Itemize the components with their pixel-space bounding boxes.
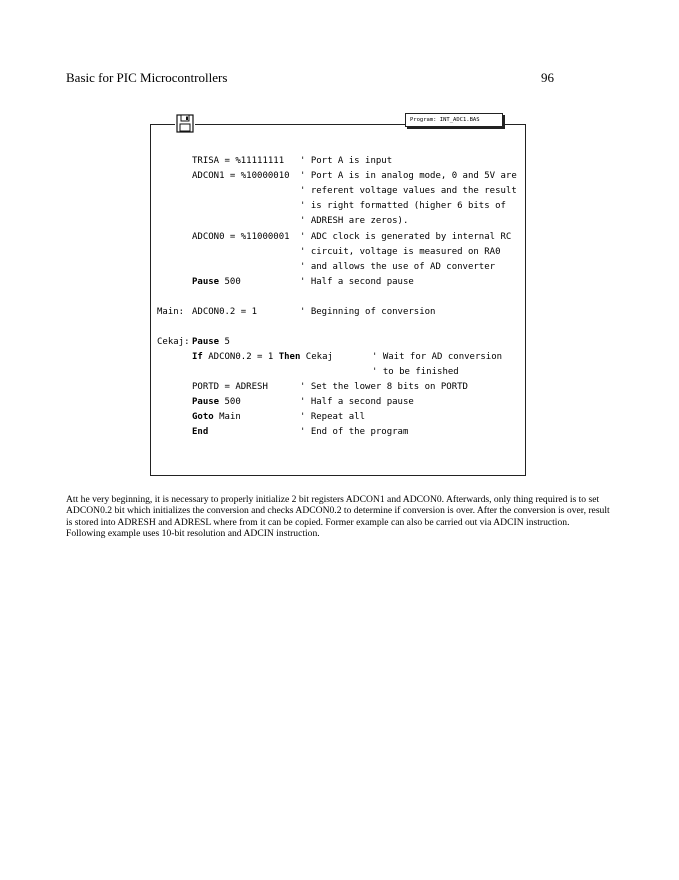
- code-comment: ' Half a second pause: [300, 397, 414, 407]
- code-comment: ' and allows the use of AD converter: [300, 262, 496, 272]
- code-argument: Cekaj: [300, 352, 333, 362]
- code-comment: ' Beginning of conversion: [300, 307, 436, 317]
- code-statement: ADCON0.2 = 1: [192, 307, 258, 317]
- code-argument: Main: [213, 412, 241, 422]
- code-argument: 500: [219, 397, 241, 407]
- page-number: 96: [541, 70, 554, 85]
- code-keyword: Pause: [192, 397, 220, 407]
- code-comment: ' circuit, voltage is measured on RA0: [300, 247, 501, 257]
- code-comment: ' Repeat all: [300, 412, 366, 422]
- running-title: Basic for PIC Microcontrollers: [66, 70, 228, 85]
- code-comment: ' End of the program: [300, 427, 409, 437]
- code-keyword: Pause: [192, 337, 220, 347]
- program-filename-tab: Program: INT_ADC1.BAS: [405, 113, 503, 127]
- code-comment: ' to be finished: [372, 367, 459, 377]
- code-label: Main:: [157, 307, 185, 317]
- code-comment: ' is right formatted (higher 6 bits of: [300, 201, 506, 211]
- code-statement: ADCON1 = %10000010: [192, 171, 290, 181]
- body-paragraph: Att he very beginning, it is necessary to properly initialize 2 bit registers ADCON1 and ADCON0. Afterwards, only thing required is to set ADCON0.2 bit which initializes the conversion and checks ADCON0.2 to determine if conversion is over. After the conversion is over, result is stored into ADRESH and ADRESL where from it can be copied. Former example can also be carried out via ADCIN instruction. Following example uses 10-bit resolution and ADCIN instruction.: [66, 494, 610, 539]
- code-statement: TRISA = %11111111: [192, 156, 285, 166]
- code-statement: [192, 397, 241, 407]
- code-comment: ' Half a second pause: [300, 277, 414, 287]
- code-comment: ' Set the lower 8 bits on PORTD: [300, 382, 468, 392]
- code-comment: ' ADC clock is generated by internal RC: [300, 232, 512, 242]
- code-statement: PORTD = ADRESH: [192, 382, 268, 392]
- code-comment: ' Wait for AD conversion: [372, 352, 503, 362]
- code-keyword: If: [192, 352, 203, 362]
- code-statement: [192, 412, 241, 422]
- code-argument: 5: [219, 337, 230, 347]
- code-keyword: Goto: [192, 412, 214, 422]
- code-statement: [192, 427, 208, 437]
- code-keyword: Pause: [192, 277, 220, 287]
- code-comment: ' Port A is input: [300, 156, 393, 166]
- code-statement: [192, 352, 333, 362]
- code-argument: ADCON0.2 = 1: [202, 352, 279, 362]
- code-argument: 500: [219, 277, 241, 287]
- code-statement: [192, 277, 241, 287]
- code-comment: ' ADRESH are zeros).: [300, 216, 409, 226]
- floppy-disk-icon: [175, 114, 195, 133]
- code-label: Cekaj:: [157, 337, 190, 347]
- code-keyword: Then: [278, 352, 301, 362]
- code-comment: ' referent voltage values and the result: [300, 186, 517, 196]
- code-keyword: End: [192, 427, 209, 437]
- code-comment: ' Port A is in analog mode, 0 and 5V are: [300, 171, 517, 181]
- code-statement: ADCON0 = %11000001: [192, 232, 290, 242]
- code-statement: [192, 337, 230, 347]
